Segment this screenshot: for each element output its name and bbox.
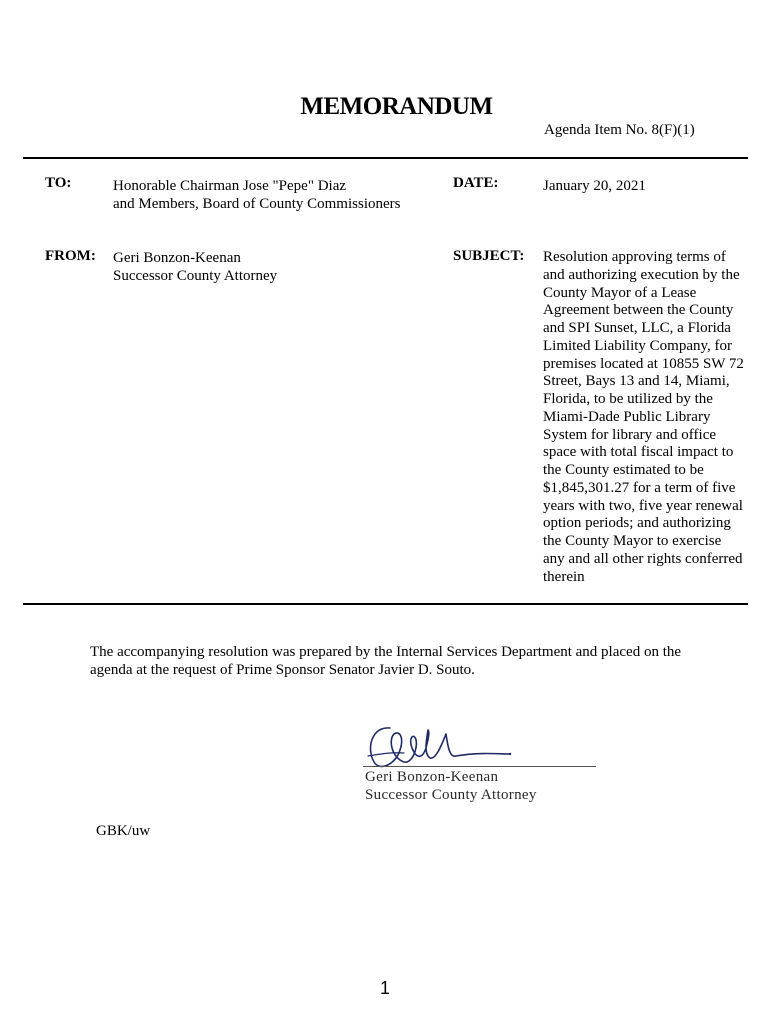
signature-name: Geri Bonzon-Keenan	[365, 769, 499, 785]
to-label: TO:	[45, 175, 72, 191]
to-recipient	[113, 177, 400, 213]
signature-line	[363, 766, 596, 767]
typist-initials: GBK/uw	[96, 823, 151, 839]
to-line-1: Honorable Chairman Jose "Pepe" Diaz	[113, 178, 347, 194]
date-label: DATE:	[453, 175, 499, 191]
signature-title: Successor County Attorney	[365, 787, 537, 803]
body-paragraph: The accompanying resolution was prepared by the Internal Services Department and placed on the agenda at the request of Prime Sponsor Senator Javier D. Souto.	[90, 644, 682, 678]
memo-title: MEMORANDUM	[300, 93, 493, 120]
header-divider-bottom	[23, 603, 748, 605]
subject-text: Resolution approving terms of and authorizing execution by the County Mayor of a Lease Agreement between the County and SPI Sunset, LLC, a Florida Limited Liability Company, for premises located at 10855 SW 72 Street, Bays 13 and 14, Miami, Florida, to be utilized by the Miami-Dade Public Library System for library and office space with total fiscal impact to the County estimated to be $1,845,301.27 for a term of five years with two, five year renewal option periods; and authorizing the County Mayor to exercise any and all other rights conferred therein	[543, 249, 744, 585]
to-line-2: and Members, Board of County Commissioners	[113, 196, 401, 212]
agenda-item-number: Agenda Item No. 8(F)(1)	[544, 122, 695, 138]
date-value: January 20, 2021	[543, 178, 646, 194]
from-sender	[113, 249, 277, 285]
subject-label: SUBJECT:	[453, 248, 525, 264]
from-line-1: Geri Bonzon-Keenan	[113, 250, 241, 266]
page-number: 1	[379, 978, 390, 998]
from-line-2: Successor County Attorney	[113, 268, 278, 284]
signature-block	[365, 768, 537, 804]
from-label: FROM:	[45, 248, 96, 264]
header-divider-top	[23, 157, 748, 159]
